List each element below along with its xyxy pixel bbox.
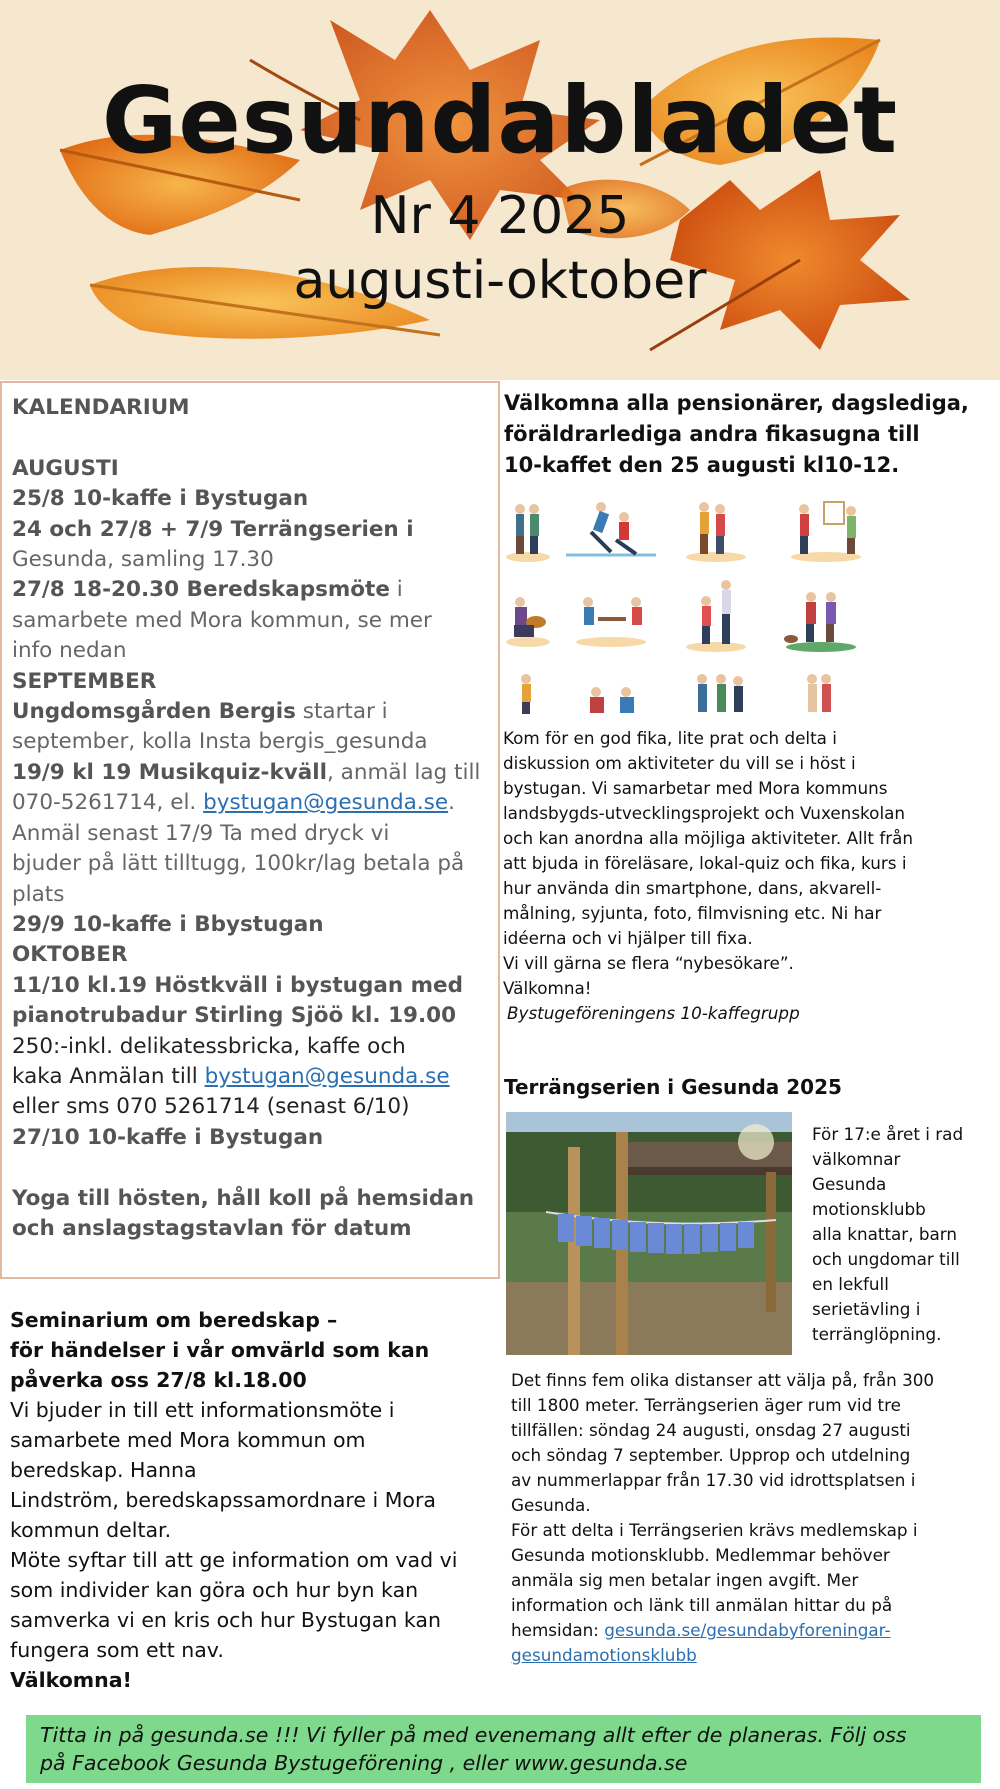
fika-body <box>503 726 998 1026</box>
punctuation: . <box>448 790 455 816</box>
fika-heading-line: 10-kaffet den 25 augusti kl10-12. <box>504 453 900 477</box>
fika-text-line: idéerna och vi hjälper till fixa. <box>503 928 753 948</box>
calendar-entry: 25/8 10-kaffe i Bystugan <box>12 486 309 512</box>
spacer <box>12 423 488 453</box>
terrain-text-line: Gesunda. <box>511 1495 591 1515</box>
terrain-intro-line: Gesunda <box>812 1174 887 1194</box>
calendar-box <box>0 381 500 1279</box>
issue-period: augusti-oktober <box>293 251 707 311</box>
terrain-text-line: anmäla sig men betalar ingen avgift. Mer <box>511 1570 859 1590</box>
senior-couple-figure <box>506 504 550 562</box>
calendar-entry-text: startar i <box>295 699 388 725</box>
header-banner <box>0 0 1000 380</box>
standing-seniors-figure <box>697 674 743 712</box>
calendar-heading: KALENDARIUM <box>12 395 190 420</box>
calendar-entry: 19/9 kl 19 Musikquiz-kväll <box>12 759 328 785</box>
yoga-note: Yoga till hösten, håll koll på hemsidan <box>12 1185 475 1211</box>
calendar-entry: 11/10 kl.19 Höstkväll i bystugan med <box>12 972 464 998</box>
terrain-intro-line: en lekfull <box>812 1274 889 1294</box>
seminar-welcome: Välkomna! <box>10 1668 132 1692</box>
seminar-text: Lindström, beredskapssamordnare i Mora <box>10 1488 436 1512</box>
calendar-entry-text: september, kolla Insta bergis_gesunda <box>12 729 428 755</box>
skiing-seniors-figure <box>566 502 656 555</box>
dog-walking-seniors-figure <box>784 592 856 652</box>
terrain-text-line: Det finns fem olika distanser att välja på, från 300 <box>511 1370 935 1390</box>
calendar-entry: 29/9 10-kaffe i Bbystugan <box>12 911 324 937</box>
calendar-entry: 24 och 27/8 + 7/9 Terrängserien i <box>12 516 414 542</box>
fika-text-line: Vi vill gärna se flera “nybesökare”. <box>503 953 794 973</box>
terrain-intro <box>812 1122 992 1347</box>
terrain-text-line: information och länk till anmälan hittar du på <box>511 1595 893 1615</box>
seminar-text: Vi bjuder in till ett informationsmöte i <box>10 1398 395 1422</box>
fika-text-line: och kan anordna alla möjliga aktiviteter. Allt från <box>503 828 914 848</box>
terrain-text-line: hemsidan: <box>511 1620 605 1640</box>
yoga-note: och anslagstagstavlan för datum <box>12 1215 412 1241</box>
painting-couple-figure <box>791 502 861 562</box>
terrain-intro-line: För 17:e året i rad <box>812 1124 964 1144</box>
calendar-entry: 27/10 10-kaffe i Bystugan <box>12 1124 324 1150</box>
terrain-heading: Terrängserien i Gesunda 2025 <box>504 1075 842 1099</box>
month-september: SEPTEMBER <box>12 668 157 694</box>
selfie-couple-figure <box>686 502 746 562</box>
issue-number: Nr 4 2025 <box>370 186 630 246</box>
email-link[interactable]: bystugan@gesunda.se <box>203 790 449 816</box>
calendar-entry-text: 250:-inkl. delikatessbricka, kaffe och <box>12 1033 406 1059</box>
walking-senior-figure <box>521 674 531 714</box>
fika-text-line: Kom för en god fika, lite prat och delta i <box>503 728 837 748</box>
fika-text-line: Välkomna! <box>503 978 592 998</box>
fika-signature: Bystugeföreningens 10-kaffegrupp <box>507 1003 800 1023</box>
calendar-entry: Ungdomsgården Bergis <box>12 699 296 725</box>
seminar-text: samverka vi en kris och hur Bystugan kan <box>10 1608 441 1632</box>
seated-seniors-figure <box>590 687 634 713</box>
seminar-section <box>10 1305 490 1695</box>
fika-text-line: att bjuda in föreläsare, lokal-quiz och fika, kurs i <box>503 853 907 873</box>
motionsklubb-link[interactable]: gesunda.se/gesundabyforeningar- <box>604 1620 891 1640</box>
seminar-text: som individer kan göra och hur byn kan <box>10 1578 419 1602</box>
calendar-entry-text: eller sms 070 5261714 (senast 6/10) <box>12 1094 410 1120</box>
terrain-text-line: Gesunda motionsklubb. Medlemmar behöver <box>511 1545 890 1565</box>
calendar-entry: 27/8 18-20.30 Beredskapsmöte <box>12 577 390 603</box>
footer-text: på Facebook Gesunda Bystugeförening , eller www.gesunda.se <box>40 1751 688 1775</box>
month-august: AUGUSTI <box>12 455 119 481</box>
terrain-intro-line: alla knattar, barn <box>812 1224 958 1244</box>
fika-heading <box>504 388 984 481</box>
calendar-entry-text: Gesunda, samling 17.30 <box>12 547 274 573</box>
calendar-entry: pianotrubadur Stirling Sjöö kl. 19.00 <box>12 1003 457 1029</box>
hugging-seniors-figure <box>807 674 831 712</box>
seminar-text: Möte syftar till att ge information om vad vi <box>10 1548 458 1572</box>
seminar-text: fungera som ett nav. <box>10 1638 224 1662</box>
month-october: OKTOBER <box>12 942 128 968</box>
fika-text-line: bystugan. Vi samarbetar med Mora kommuns <box>503 778 888 798</box>
fika-text-line: landsbygds-utvecklingsprojekt och Vuxenskolan <box>503 803 906 823</box>
calendar-entry-text: i <box>389 577 403 603</box>
terrain-intro-line: terränglöpning. <box>812 1324 942 1344</box>
email-link[interactable]: bystugan@gesunda.se <box>204 1063 450 1089</box>
footer-text: Titta in på gesunda.se !!! Vi fyller på med evenemang allt efter de planeras. Följ oss <box>40 1723 907 1747</box>
calendar-entry-text: plats <box>12 881 65 907</box>
footer-banner <box>26 1715 981 1783</box>
terrain-body <box>511 1368 996 1668</box>
calendar-entry-text: , anmäl lag till <box>327 759 481 785</box>
dancing-seniors-figure <box>686 580 746 652</box>
terrain-intro-line: välkomnar <box>812 1149 901 1169</box>
calendar-entry-text: kaka Anmälan till <box>12 1063 205 1089</box>
seminar-text: beredskap. Hanna <box>10 1458 197 1482</box>
calendar-entry-text: bjuder på lätt tilltugg, 100kr/lag betala på <box>12 851 465 877</box>
motionsklubb-link-cont[interactable]: gesundamotionsklubb <box>511 1645 697 1665</box>
terrain-text-line: till 1800 meter. Terrängserien äger rum vid tre <box>511 1395 901 1415</box>
seminar-heading: Seminarium om beredskap – <box>10 1308 338 1332</box>
terrain-intro-line: serietävling i <box>812 1299 921 1319</box>
fika-heading-line: Välkomna alla pensionärer, dagslediga, <box>504 391 969 415</box>
fika-heading-line: föräldrarlediga andra fikasugna till <box>504 422 920 446</box>
senior-activities-illustration <box>506 497 876 715</box>
terrain-intro-line: och ungdomar till <box>812 1249 960 1269</box>
calendar-entry-text: 070-5261714, el. <box>12 790 204 816</box>
calendar-entry-text: info nedan <box>12 638 127 664</box>
terrain-text-line: För att delta i Terrängserien krävs medlemskap i <box>511 1520 918 1540</box>
fika-text-line: hur använda din smartphone, dans, akvarell- <box>503 878 882 898</box>
calendar-entry-text: Anmäl senast 17/9 Ta med dryck vi <box>12 820 390 846</box>
seminar-text: kommun deltar. <box>10 1518 172 1542</box>
guitar-senior-figure <box>506 597 550 647</box>
seminar-heading: påverka oss 27/8 kl.18.00 <box>10 1368 307 1392</box>
terrain-intro-line: motionsklubb <box>812 1199 926 1219</box>
newsletter-title: Gesundabladet <box>101 67 899 174</box>
seminar-heading: för händelser i vår omvärld som kan <box>10 1338 430 1362</box>
spacer <box>12 1153 488 1183</box>
calendar-entry-text: samarbete med Mora kommun, se mer <box>12 607 432 633</box>
terrain-text-line: tillfällen: söndag 24 augusti, onsdag 27 augusti <box>511 1420 911 1440</box>
terrain-text-line: och söndag 7 september. Upprop och utdelning <box>511 1445 911 1465</box>
fika-text-line: målning, syjunta, foto, filmvisning etc. Ni har <box>503 903 882 923</box>
running-bibs-photo <box>506 1112 792 1355</box>
terrain-text-line: av nummerlappar från 17.30 vid idrottsplatsen i <box>511 1470 916 1490</box>
fika-text-line: diskussion om aktiviteter du vill se i höst i <box>503 753 856 773</box>
seminar-text: samarbete med Mora kommun om <box>10 1428 366 1452</box>
card-playing-seniors-figure <box>576 597 646 647</box>
